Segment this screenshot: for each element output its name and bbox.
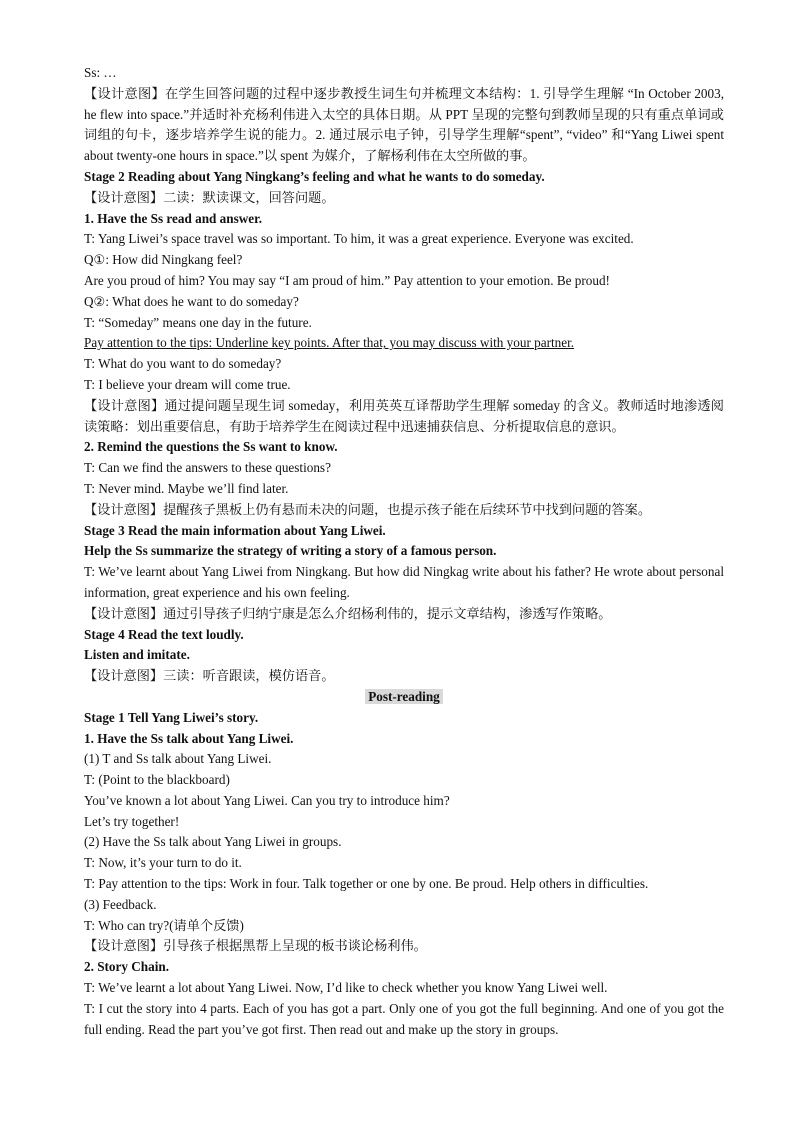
text-line: (2) Have the Ss talk about Yang Liwei in groups. bbox=[84, 834, 342, 850]
text-line: Let’s try together! bbox=[84, 813, 180, 829]
stage-heading: Stage 1 Tell Yang Liwei’s story. bbox=[84, 709, 259, 725]
stage-heading: Stage 2 Reading about Yang Ningkang’s feeling and what he wants to do someday. bbox=[84, 168, 545, 184]
text-line: (3) Feedback. bbox=[84, 896, 157, 912]
text-line: T: Pay attention to the tips: Work in four. Talk together or one by one. Be proud. Help others in difficulties. bbox=[84, 876, 649, 892]
text-line: T: Can we find the answers to these questions? bbox=[84, 460, 331, 476]
step-heading: 2. Story Chain. bbox=[84, 959, 169, 975]
design-intent-paragraph: 【设计意图】三读：听音跟读，模仿语音。 bbox=[84, 668, 335, 684]
section-title-row bbox=[84, 687, 724, 708]
text-line: T: Never mind. Maybe we’ll find later. bbox=[84, 480, 289, 496]
text-line: Are you proud of him? You may say “I am proud of him.” Pay attention to your emotion. Be proud! bbox=[84, 272, 610, 288]
design-intent-paragraph: 【设计意图】在学生回答问题的过程中逐步教授生词生句并梳理文本结构：1. 引导学生理解 “In October 2003, he flew into space.”并适时补充杨利伟进入太空的具体日期。从 PPT 呈现的完整句到教师呈现的只有重点单词或词组的句卡，逐步培养学生说的能力。2. 通过展示电子钟，引导学生理解“spent”, “video” 和“Yang Liwei spent about twenty-one hours in space.”以 spent 为媒介，了解杨利伟在太空所做的事。 bbox=[84, 85, 724, 164]
design-intent-paragraph: 【设计意图】通过引导孩子归纳宁康是怎么介绍杨利伟的，提示文章结构，渗透写作策略。 bbox=[84, 605, 612, 621]
text-line: T: We’ve learnt a lot about Yang Liwei. Now, I’d like to check whether you know Yang Liwei well. bbox=[84, 980, 608, 996]
text-line: T: Yang Liwei’s space travel was so important. To him, it was a great experience. Everyone was excited. bbox=[84, 231, 634, 247]
text-line: T: “Someday” means one day in the future. bbox=[84, 314, 312, 330]
step-heading: Help the Ss summarize the strategy of writing a story of a famous person. bbox=[84, 543, 497, 559]
design-intent-paragraph: 【设计意图】二读：默读课文，回答问题。 bbox=[84, 189, 335, 205]
question-line: Q①: How did Ningkang feel? bbox=[84, 252, 243, 268]
text-line: You’ve known a lot about Yang Liwei. Can you try to introduce him? bbox=[84, 792, 450, 808]
step-heading: 1. Have the Ss read and answer. bbox=[84, 210, 263, 226]
text-line: (1) T and Ss talk about Yang Liwei. bbox=[84, 751, 272, 767]
text-line: T: Now, it’s your turn to do it. bbox=[84, 855, 242, 871]
stage-heading: Stage 3 Read the main information about Yang Liwei. bbox=[84, 522, 386, 538]
text-paragraph: T: I cut the story into 4 parts. Each of you has got a part. Only one of you got the full beginning. And one of you got the full ending. Read the part you’ve got first. Then read out and make up the story in groups. bbox=[84, 1000, 724, 1037]
step-heading: 2. Remind the questions the Ss want to know. bbox=[84, 439, 338, 455]
text-line: Ss: … bbox=[84, 65, 117, 80]
design-intent-paragraph: 【设计意图】引导孩子根据黑帮上呈现的板书谈论杨利伟。 bbox=[84, 938, 427, 954]
text-line: T: (Point to the blackboard) bbox=[84, 772, 230, 788]
text-paragraph: T: We’ve learnt about Yang Liwei from Ningkang. But how did Ningkag write about his father? He wrote about personal information, great experience and his own feeling. bbox=[84, 564, 724, 600]
step-heading: Listen and imitate. bbox=[84, 647, 190, 663]
tips-line: Pay attention to the tips: Underline key points. After that, you may discuss with your partner. bbox=[84, 335, 575, 351]
document-page bbox=[84, 63, 724, 1040]
section-title: Post-reading bbox=[365, 689, 443, 704]
text-line: T: What do you want to do someday? bbox=[84, 356, 282, 372]
stage-heading: Stage 4 Read the text loudly. bbox=[84, 626, 244, 642]
step-heading: 1. Have the Ss talk about Yang Liwei. bbox=[84, 730, 294, 746]
text-line: T: I believe your dream will come true. bbox=[84, 376, 291, 392]
design-intent-paragraph: 【设计意图】通过提问题呈现生词 someday，利用英英互译帮助学生理解 someday 的含义。教师适时地渗透阅读策略：划出重要信息，有助于培养学生在阅读过程中迅速捕获信息、分析提取信息的意识。 bbox=[84, 397, 724, 434]
design-intent-paragraph: 【设计意图】提醒孩子黑板上仍有悬而未决的问题，也提示孩子能在后续环节中找到问题的答案。 bbox=[84, 501, 652, 517]
text-line: T: Who can try?(请单个反馈) bbox=[84, 917, 244, 933]
question-line: Q②: What does he want to do someday? bbox=[84, 293, 299, 309]
